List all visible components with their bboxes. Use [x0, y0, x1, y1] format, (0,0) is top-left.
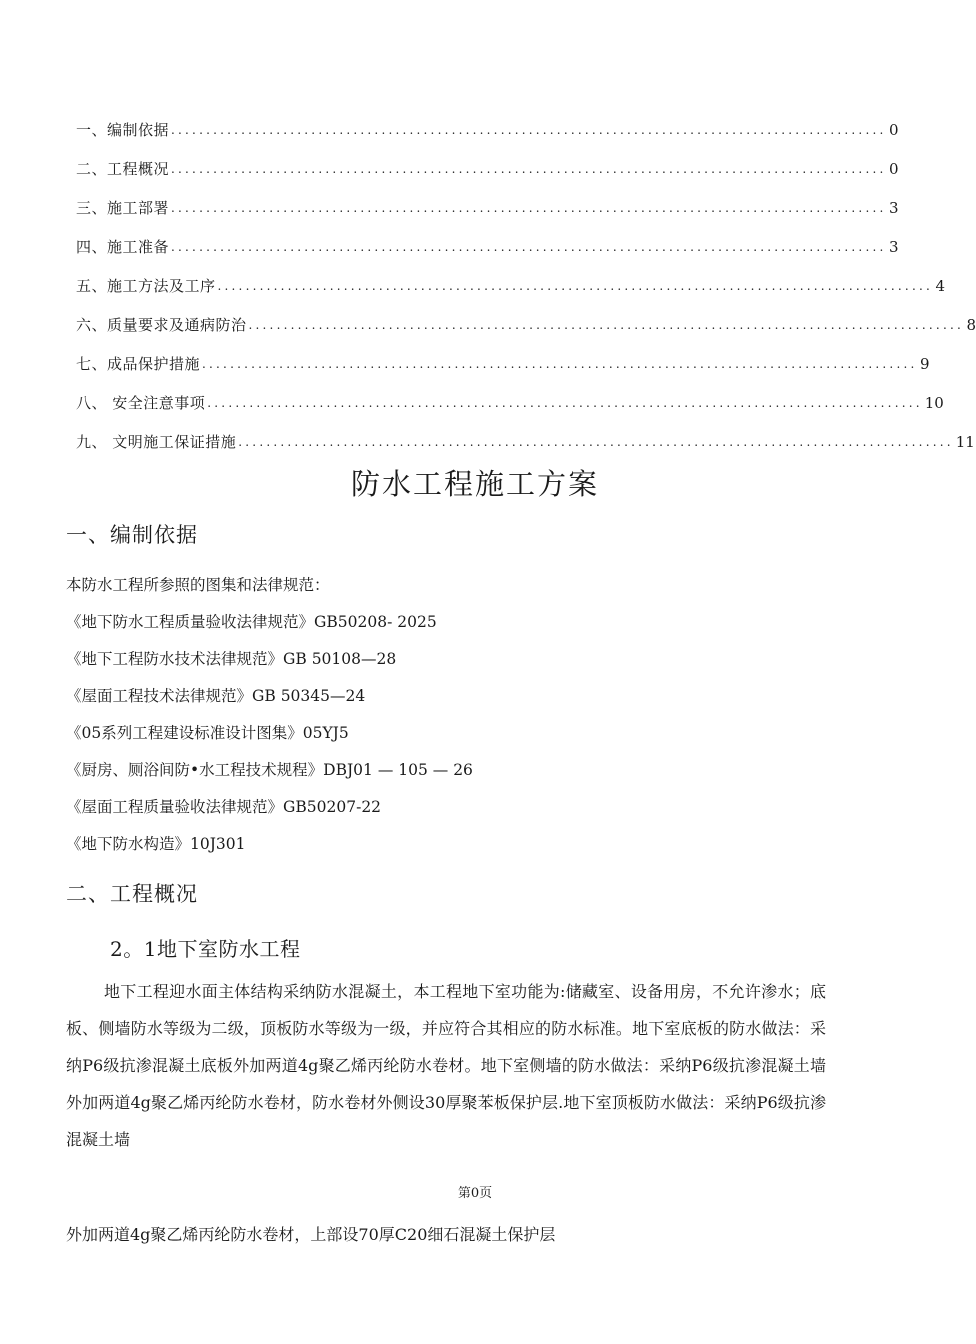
- document-title: 防水工程施工方案: [350, 467, 599, 501]
- toc-page-number: 10: [924, 394, 944, 412]
- toc-entry[interactable]: [76, 428, 975, 452]
- toc-leader: ......................................................................................................: [171, 123, 887, 137]
- toc-page-number: 0: [888, 121, 899, 139]
- toc-page-number: 0: [888, 160, 899, 178]
- toc-leader: ......................................................................................................: [217, 279, 933, 293]
- toc-label: 一、编制依据: [76, 121, 170, 139]
- toc-label: 四、施工准备: [76, 238, 170, 256]
- toc-leader: ......................................................................................................: [248, 318, 964, 332]
- toc-page-number: 11: [955, 433, 975, 451]
- toc-leader: ......................................................................................................: [238, 435, 954, 449]
- toc-page-number: 3: [888, 199, 899, 217]
- toc-label: 五、施工方法及工序: [76, 277, 216, 295]
- continuation-text: 外加两道4g聚乙烯丙纶防水卷材，上部设70厚C20细石混凝土保护层: [66, 1225, 556, 1244]
- toc-label: 六、质量要求及通病防治: [76, 316, 247, 334]
- toc-entry[interactable]: [76, 155, 899, 179]
- page-footer: 第0页: [457, 1186, 493, 1201]
- section-heading: 二、工程概况: [66, 882, 198, 906]
- toc-page-number: 4: [935, 277, 945, 295]
- toc-page-number: 9: [919, 355, 930, 373]
- toc-leader: ......................................................................................................: [202, 357, 918, 371]
- reference-item: 《厨房、厕浴间防•水工程技术规程》DBJ01 — 105 — 26: [66, 761, 473, 779]
- toc-entry[interactable]: [76, 272, 945, 296]
- toc-entry[interactable]: [76, 233, 899, 257]
- reference-item: 《屋面工程质量验收法律规范》GB50207-22: [66, 798, 382, 816]
- toc-label: 三、施工部署: [76, 199, 170, 217]
- toc-label: 七、成品保护措施: [76, 355, 201, 373]
- toc-leader: ......................................................................................................: [171, 162, 887, 176]
- toc-entry[interactable]: [76, 194, 899, 218]
- toc-leader: ......................................................................................................: [207, 396, 923, 410]
- toc-page-number: 3: [888, 238, 899, 256]
- toc-leader: ......................................................................................................: [171, 201, 887, 215]
- reference-item: 《地下工程防水技术法律规范》GB 50108—28: [66, 650, 397, 668]
- body-paragraph: 地下工程迎水面主体结构采纳防水混凝土，本工程地下室功能为:储藏室、设备用房，不允许渗水；底板、侧墙防水等级为二级，顶板防水等级为一级，并应符合其相应的防水标准。地下室底板的防水做法：采纳P6级抗渗混凝土底板外加两道4g聚乙烯丙纶防水卷材。地下室侧墙的防水做法：采纳P6级抗渗混凝土墙外加两道4g聚乙烯丙纶防水卷材，防水卷材外侧设30厚聚苯板保护层.地下室顶板防水做法：采纳P6级抗渗混凝土墙: [66, 982, 826, 1149]
- toc-page-number: 8: [966, 316, 976, 334]
- toc-label: 二、工程概况: [76, 160, 170, 178]
- reference-item: 《地下防水构造》10J301: [66, 835, 246, 853]
- toc-entry[interactable]: [76, 116, 899, 140]
- toc-label: 九、 文明施工保证措施: [76, 433, 237, 451]
- toc-entry[interactable]: [76, 389, 944, 413]
- reference-item: 《地下防水工程质量验收法律规范》GB50208- 2025: [66, 613, 437, 631]
- subsection-heading: 2。1地下室防水工程: [110, 937, 301, 961]
- toc-leader: ......................................................................................................: [171, 240, 887, 254]
- section-heading: 一、编制依据: [66, 523, 198, 547]
- toc-entry[interactable]: [76, 311, 976, 335]
- toc-entry[interactable]: [76, 350, 930, 374]
- section-intro: 本防水工程所参照的图集和法律规范：: [66, 576, 330, 594]
- toc-label: 八、 安全注意事项: [76, 394, 206, 412]
- reference-item: 《屋面工程技术法律规范》GB 50345—24: [66, 687, 366, 705]
- reference-item: 《05系列工程建设标准设计图集》05YJ5: [66, 724, 349, 742]
